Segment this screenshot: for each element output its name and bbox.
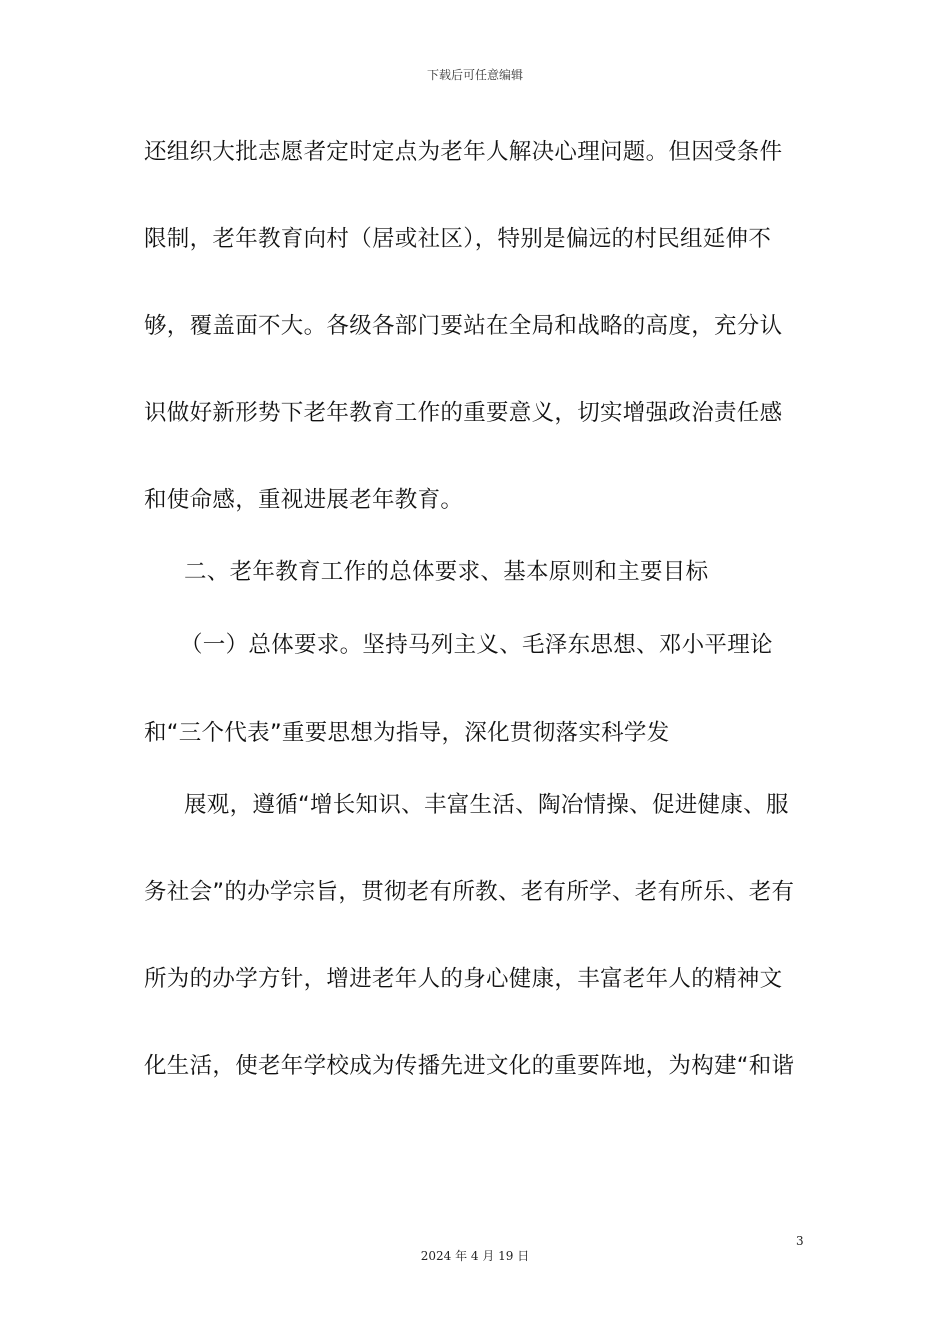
- body-line-10: 务社会”的办学宗旨，贯彻老有所教、老有所学、老有所乐、老有: [144, 879, 795, 905]
- body-line-9: 展观，遵循“增长知识、丰富生活、陶冶情操、促进健康、服: [184, 792, 789, 818]
- body-line-4: 识做好新形势下老年教育工作的重要意义，切实增强政治责任感: [144, 400, 783, 426]
- subsection-heading: （一）总体要求。坚持马列主义、毛泽东思想、邓小平理论: [180, 632, 773, 658]
- footer-date: 2024 年 4 月 19 日: [420, 1249, 530, 1263]
- body-line-11: 所为的办学方针，增进老年人的身心健康，丰富老年人的精神文: [144, 966, 783, 992]
- body-line-5: 和使命感，重视进展老年教育。: [144, 487, 464, 513]
- body-line-2: 限制，老年教育向村（居或社区），特别是偏远的村民组延伸不: [144, 226, 772, 252]
- body-line-8: 和“三个代表”重要思想为指导，深化贯彻落实科学发: [144, 720, 670, 746]
- body-line-3: 够，覆盖面不大。各级各部门要站在全局和战略的高度，充分认: [144, 313, 783, 339]
- page-number: 3: [796, 1234, 804, 1248]
- body-line-1: 还组织大批志愿者定时定点为老年人解决心理问题。但因受条件: [144, 139, 783, 165]
- section-heading: 二、老年教育工作的总体要求、基本原则和主要目标: [184, 559, 709, 585]
- body-line-12: 化生活，使老年学校成为传播先进文化的重要阵地，为构建“和谐: [144, 1053, 795, 1079]
- page-header: 下载后可任意编辑: [426, 68, 523, 82]
